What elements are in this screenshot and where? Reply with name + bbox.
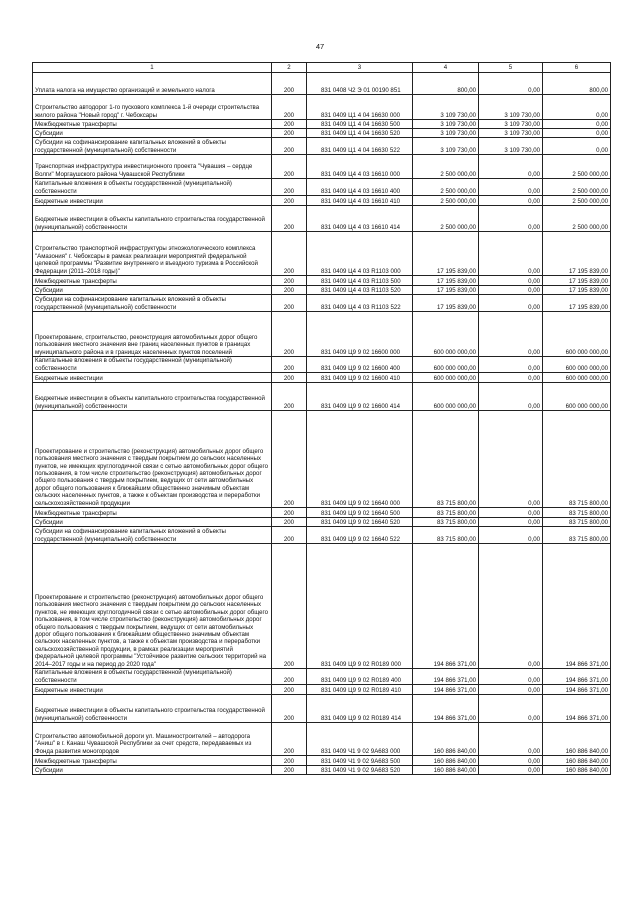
row-amount-cell: 3 109 730,00 bbox=[479, 129, 543, 138]
row-amount-cell: 2 500 000,00 bbox=[543, 196, 611, 206]
row-code-cell: 831 0409 Ч1 9 02 9A683 520 bbox=[307, 766, 413, 775]
row-amount-cell: 0,00 bbox=[479, 723, 543, 756]
table-row bbox=[33, 669, 611, 685]
budget-table bbox=[32, 62, 611, 775]
row-gr-cell: 200 bbox=[272, 357, 307, 373]
row-code-cell: 831 0409 Ц9 9 02 16600 410 bbox=[307, 373, 413, 383]
row-amount-cell: 83 715 800,00 bbox=[543, 411, 611, 508]
row-amount-cell: 0,00 bbox=[543, 95, 611, 120]
row-amount-cell: 3 109 730,00 bbox=[479, 120, 543, 129]
header-cell: 6 bbox=[543, 63, 611, 73]
header-cell: 1 bbox=[33, 63, 272, 73]
row-gr-cell: 200 bbox=[272, 155, 307, 179]
row-gr-cell: 200 bbox=[272, 685, 307, 695]
row-amount-cell: 800,00 bbox=[413, 73, 479, 95]
header-cell: 4 bbox=[413, 63, 479, 73]
table-row bbox=[33, 411, 611, 508]
row-amount-cell: 17 195 839,00 bbox=[543, 276, 611, 286]
row-amount-cell: 0,00 bbox=[479, 206, 543, 232]
row-gr-cell: 200 bbox=[272, 669, 307, 685]
row-name-cell: Субсидии на софинансирование капитальных вложений в объекты государственной (муниципальной) собственности bbox=[33, 527, 272, 544]
row-amount-cell: 0,00 bbox=[543, 138, 611, 155]
row-code-cell: 831 0409 Ц1 4 04 16630 520 bbox=[307, 129, 413, 138]
row-code-cell: 831 0409 Ц4 4 03 16610 410 bbox=[307, 196, 413, 206]
row-amount-cell: 0,00 bbox=[479, 383, 543, 411]
table-row bbox=[33, 95, 611, 120]
row-amount-cell: 17 195 839,00 bbox=[413, 232, 479, 276]
row-code-cell: 831 0409 Ц1 4 04 16630 000 bbox=[307, 95, 413, 120]
row-amount-cell: 0,00 bbox=[479, 373, 543, 383]
row-amount-cell: 3 109 730,00 bbox=[413, 95, 479, 120]
row-code-cell: 831 0409 Ц4 4 03 R1103 500 bbox=[307, 276, 413, 286]
table-row bbox=[33, 373, 611, 383]
row-amount-cell: 600 000 000,00 bbox=[543, 312, 611, 357]
row-gr-cell: 200 bbox=[272, 73, 307, 95]
row-amount-cell: 17 195 839,00 bbox=[413, 276, 479, 286]
row-code-cell: 831 0409 Ц4 4 03 16610 400 bbox=[307, 179, 413, 196]
row-amount-cell: 194 866 371,00 bbox=[413, 685, 479, 695]
row-amount-cell: 3 109 730,00 bbox=[413, 138, 479, 155]
table-row bbox=[33, 286, 611, 295]
row-amount-cell: 0,00 bbox=[479, 518, 543, 527]
row-amount-cell: 194 866 371,00 bbox=[543, 685, 611, 695]
row-gr-cell: 200 bbox=[272, 695, 307, 723]
table-row bbox=[33, 155, 611, 179]
row-amount-cell: 83 715 800,00 bbox=[543, 527, 611, 544]
row-code-cell: 831 0409 Ц4 4 03 R1103 000 bbox=[307, 232, 413, 276]
row-amount-cell: 2 500 000,00 bbox=[413, 155, 479, 179]
row-gr-cell: 200 bbox=[272, 276, 307, 286]
table-row bbox=[33, 357, 611, 373]
row-amount-cell: 160 886 840,00 bbox=[543, 766, 611, 775]
row-amount-cell: 160 886 840,00 bbox=[413, 766, 479, 775]
row-amount-cell: 0,00 bbox=[479, 312, 543, 357]
row-amount-cell: 194 866 371,00 bbox=[543, 544, 611, 669]
row-amount-cell: 194 866 371,00 bbox=[413, 544, 479, 669]
row-amount-cell: 194 866 371,00 bbox=[543, 695, 611, 723]
row-gr-cell: 200 bbox=[272, 373, 307, 383]
row-amount-cell: 0,00 bbox=[479, 295, 543, 312]
row-amount-cell: 3 109 730,00 bbox=[413, 120, 479, 129]
row-code-cell: 831 0409 Ч1 9 02 9A683 000 bbox=[307, 723, 413, 756]
row-code-cell: 831 0409 Ц9 9 02 16600 414 bbox=[307, 383, 413, 411]
row-name-cell: Межбюджетные трансферты bbox=[33, 756, 272, 766]
row-amount-cell: 600 000 000,00 bbox=[413, 357, 479, 373]
row-gr-cell: 200 bbox=[272, 766, 307, 775]
row-amount-cell: 3 109 730,00 bbox=[413, 129, 479, 138]
row-code-cell: 831 0409 Ц1 4 04 16630 522 bbox=[307, 138, 413, 155]
row-amount-cell: 0,00 bbox=[479, 508, 543, 518]
table-row bbox=[33, 276, 611, 286]
row-amount-cell: 0,00 bbox=[479, 411, 543, 508]
row-code-cell: 831 0409 Ц4 4 03 R1103 520 bbox=[307, 286, 413, 295]
row-amount-cell: 0,00 bbox=[479, 695, 543, 723]
row-code-cell: 831 0409 Ц9 9 02 16640 522 bbox=[307, 527, 413, 544]
row-gr-cell: 200 bbox=[272, 527, 307, 544]
row-name-cell: Бюджетные инвестиции в объекты капитального строительства государственной (муниципальной) собственности bbox=[33, 383, 272, 411]
row-amount-cell: 3 109 730,00 bbox=[479, 95, 543, 120]
table-row bbox=[33, 695, 611, 723]
row-code-cell: 831 0409 Ч1 9 02 9A683 500 bbox=[307, 756, 413, 766]
row-code-cell: 831 0409 Ц9 9 02 16600 000 bbox=[307, 312, 413, 357]
row-name-cell: Строительство автомобильной дороги ул. Машиностроителей – автодорога "Аниш" в г. Канаш Чувашской Республики за счет средств, передаваемых из Фонда развития моногородов bbox=[33, 723, 272, 756]
row-amount-cell: 0,00 bbox=[479, 544, 543, 669]
row-amount-cell: 600 000 000,00 bbox=[543, 383, 611, 411]
row-name-cell: Бюджетные инвестиции в объекты капитального строительства государственной (муниципальной) собственности bbox=[33, 695, 272, 723]
row-amount-cell: 0,00 bbox=[479, 669, 543, 685]
table-row bbox=[33, 312, 611, 357]
row-amount-cell: 83 715 800,00 bbox=[413, 527, 479, 544]
table-row bbox=[33, 383, 611, 411]
row-name-cell: Бюджетные инвестиции bbox=[33, 196, 272, 206]
row-code-cell: 831 0409 Ц4 4 03 R1103 522 bbox=[307, 295, 413, 312]
row-name-cell: Межбюджетные трансферты bbox=[33, 120, 272, 129]
row-amount-cell: 17 195 839,00 bbox=[543, 295, 611, 312]
row-amount-cell: 2 500 000,00 bbox=[413, 179, 479, 196]
row-amount-cell: 17 195 839,00 bbox=[543, 286, 611, 295]
row-code-cell: 831 0409 Ц9 9 02 R0189 400 bbox=[307, 669, 413, 685]
row-code-cell: 831 0409 Ц9 9 02 16600 400 bbox=[307, 357, 413, 373]
table-row bbox=[33, 766, 611, 775]
row-amount-cell: 2 500 000,00 bbox=[543, 179, 611, 196]
row-amount-cell: 0,00 bbox=[479, 155, 543, 179]
header-cell: 2 bbox=[272, 63, 307, 73]
table-row bbox=[33, 138, 611, 155]
row-name-cell: Субсидии bbox=[33, 518, 272, 527]
table-row bbox=[33, 685, 611, 695]
row-gr-cell: 200 bbox=[272, 206, 307, 232]
row-amount-cell: 17 195 839,00 bbox=[543, 232, 611, 276]
row-code-cell: 831 0409 Ц1 4 04 16630 500 bbox=[307, 120, 413, 129]
row-amount-cell: 600 000 000,00 bbox=[543, 357, 611, 373]
page-number: 47 bbox=[315, 42, 325, 51]
row-gr-cell: 200 bbox=[272, 295, 307, 312]
row-name-cell: Субсидии на софинансирование капитальных вложений в объекты государственной (муниципальной) собственности bbox=[33, 295, 272, 312]
row-gr-cell: 200 bbox=[272, 383, 307, 411]
row-amount-cell: 194 866 371,00 bbox=[543, 669, 611, 685]
row-amount-cell: 160 886 840,00 bbox=[413, 756, 479, 766]
row-amount-cell: 0,00 bbox=[479, 179, 543, 196]
row-amount-cell: 83 715 800,00 bbox=[413, 508, 479, 518]
row-gr-cell: 200 bbox=[272, 723, 307, 756]
row-name-cell: Транспортная инфраструктура инвестиционного проекта "Чувашия – сердце Волги" Моргаушского района Чувашской Республики bbox=[33, 155, 272, 179]
row-gr-cell: 200 bbox=[272, 756, 307, 766]
table-row bbox=[33, 295, 611, 312]
row-code-cell: 831 0409 Ц4 4 03 16610 414 bbox=[307, 206, 413, 232]
row-name-cell: Проектирование и строительство (реконструкция) автомобильных дорог общего пользования местного значения с твердым покрытием до сельских населенных пунктов, не имеющих круглогодичной связи с сетью автомобильных дорог общего пользования, в том числе строительство (реконструкция) автомобильных дорог общего пользования с твердым покрытием, ведущих от сети автомобильных дорог общего пользования к ближайшим общественно значимым объектам сельских населенных пунктов, а также к объектам производства и переработки сельскохозяйственной продукции, в рамках реализации мероприятий федеральной целевой программы "Устойчивое развитие сельских территорий на 2014–2017 годы и на период до 2020 года" bbox=[33, 544, 272, 669]
row-name-cell: Строительство автодорог 1-го пускового комплекса 1-й очереди строительства жилого района "Новый город" г. Чебоксары bbox=[33, 95, 272, 120]
row-amount-cell: 0,00 bbox=[479, 527, 543, 544]
row-amount-cell: 600 000 000,00 bbox=[413, 312, 479, 357]
table-row bbox=[33, 73, 611, 95]
row-name-cell: Капитальные вложения в объекты государственной (муниципальной) собственности bbox=[33, 179, 272, 196]
row-gr-cell: 200 bbox=[272, 411, 307, 508]
table-row bbox=[33, 129, 611, 138]
row-code-cell: 831 0409 Ц9 9 02 16640 520 bbox=[307, 518, 413, 527]
row-amount-cell: 160 886 840,00 bbox=[543, 723, 611, 756]
row-gr-cell: 200 bbox=[272, 196, 307, 206]
row-name-cell: Уплата налога на имущество организаций и земельного налога bbox=[33, 73, 272, 95]
row-amount-cell: 0,00 bbox=[479, 196, 543, 206]
row-name-cell: Бюджетные инвестиции в объекты капитального строительства государственной (муниципальной) собственности bbox=[33, 206, 272, 232]
header-cell: 3 bbox=[307, 63, 413, 73]
budget-table-body bbox=[33, 63, 611, 775]
row-code-cell: 831 0409 Ц9 9 02 R0189 410 bbox=[307, 685, 413, 695]
row-amount-cell: 2 500 000,00 bbox=[413, 206, 479, 232]
table-row bbox=[33, 723, 611, 756]
row-code-cell: 831 0409 Ц9 9 02 16640 000 bbox=[307, 411, 413, 508]
table-row bbox=[33, 508, 611, 518]
header-row bbox=[33, 63, 611, 73]
row-code-cell: 831 0409 Ц9 9 02 R0189 000 bbox=[307, 544, 413, 669]
row-amount-cell: 160 886 840,00 bbox=[543, 756, 611, 766]
row-amount-cell: 83 715 800,00 bbox=[413, 411, 479, 508]
row-name-cell: Проектирование, строительство, реконструкция автомобильных дорог общего пользования местного значения вне границ населенных пунктов в границах муниципального района и в границах населенных пунктов поселений bbox=[33, 312, 272, 357]
row-name-cell: Строительство транспортной инфраструктуры этноэкологического комплекса "Амазония" г. Чебоксары в рамках реализации мероприятий федеральной целевой программы "Развитие внутреннего и въездного туризма в Российской Федерации (2011–2018 годы)" bbox=[33, 232, 272, 276]
row-amount-cell: 17 195 839,00 bbox=[413, 295, 479, 312]
table-row bbox=[33, 756, 611, 766]
table-row bbox=[33, 196, 611, 206]
row-amount-cell: 83 715 800,00 bbox=[543, 518, 611, 527]
row-amount-cell: 600 000 000,00 bbox=[413, 383, 479, 411]
row-amount-cell: 600 000 000,00 bbox=[543, 373, 611, 383]
row-gr-cell: 200 bbox=[272, 138, 307, 155]
row-gr-cell: 200 bbox=[272, 179, 307, 196]
row-code-cell: 831 0409 Ц4 4 03 16610 000 bbox=[307, 155, 413, 179]
row-name-cell: Капитальные вложения в объекты государственной (муниципальной) собственности bbox=[33, 669, 272, 685]
row-amount-cell: 0,00 bbox=[479, 286, 543, 295]
row-amount-cell: 83 715 800,00 bbox=[543, 508, 611, 518]
row-code-cell: 831 0409 Ц9 9 02 16640 500 bbox=[307, 508, 413, 518]
row-name-cell: Субсидии на софинансирование капитальных вложений в объекты государственной (муниципальной) собственности bbox=[33, 138, 272, 155]
row-gr-cell: 200 bbox=[272, 129, 307, 138]
row-name-cell: Проектирование и строительство (реконструкция) автомобильных дорог общего пользования местного значения с твердым покрытием до сельских населенных пунктов, не имеющих круглогодичной связи с сетью автомобильных дорог общего пользования, в том числе строительство (реконструкция) автомобильных дорог общего пользования с твердым покрытием, ведущих от сети автомобильных дорог общего пользования к ближайшим общественно значимым объектам сельских населенных пунктов, а также к объектам производства и переработки сельскохозяйственной продукции bbox=[33, 411, 272, 508]
row-amount-cell: 0,00 bbox=[479, 685, 543, 695]
row-code-cell: 831 0409 Ц9 9 02 R0189 414 bbox=[307, 695, 413, 723]
row-name-cell: Субсидии bbox=[33, 129, 272, 138]
header-cell: 5 bbox=[479, 63, 543, 73]
row-gr-cell: 200 bbox=[272, 312, 307, 357]
row-amount-cell: 2 500 000,00 bbox=[543, 206, 611, 232]
row-amount-cell: 800,00 bbox=[543, 73, 611, 95]
table-row bbox=[33, 179, 611, 196]
row-gr-cell: 200 bbox=[272, 232, 307, 276]
row-code-cell: 831 0408 Ч2 Э 01 00190 851 bbox=[307, 73, 413, 95]
row-amount-cell: 2 500 000,00 bbox=[413, 196, 479, 206]
table-row bbox=[33, 232, 611, 276]
row-amount-cell: 160 886 840,00 bbox=[413, 723, 479, 756]
row-name-cell: Межбюджетные трансферты bbox=[33, 508, 272, 518]
table-row bbox=[33, 120, 611, 129]
row-name-cell: Бюджетные инвестиции bbox=[33, 373, 272, 383]
row-gr-cell: 200 bbox=[272, 544, 307, 669]
row-amount-cell: 194 866 371,00 bbox=[413, 695, 479, 723]
row-amount-cell: 17 195 839,00 bbox=[413, 286, 479, 295]
row-gr-cell: 200 bbox=[272, 286, 307, 295]
row-amount-cell: 3 109 730,00 bbox=[479, 138, 543, 155]
row-amount-cell: 0,00 bbox=[479, 766, 543, 775]
row-gr-cell: 200 bbox=[272, 95, 307, 120]
row-gr-cell: 200 bbox=[272, 508, 307, 518]
row-amount-cell: 0,00 bbox=[543, 120, 611, 129]
row-name-cell: Капитальные вложения в объекты государственной (муниципальной) собственности bbox=[33, 357, 272, 373]
row-amount-cell: 194 866 371,00 bbox=[413, 669, 479, 685]
table-row bbox=[33, 527, 611, 544]
table-row bbox=[33, 544, 611, 669]
row-amount-cell: 600 000 000,00 bbox=[413, 373, 479, 383]
row-name-cell: Бюджетные инвестиции bbox=[33, 685, 272, 695]
row-name-cell: Субсидии bbox=[33, 286, 272, 295]
row-amount-cell: 0,00 bbox=[479, 357, 543, 373]
row-amount-cell: 0,00 bbox=[479, 756, 543, 766]
row-amount-cell: 2 500 000,00 bbox=[543, 155, 611, 179]
row-amount-cell: 0,00 bbox=[479, 276, 543, 286]
row-name-cell: Межбюджетные трансферты bbox=[33, 276, 272, 286]
row-amount-cell: 83 715 800,00 bbox=[413, 518, 479, 527]
row-amount-cell: 0,00 bbox=[479, 73, 543, 95]
row-gr-cell: 200 bbox=[272, 518, 307, 527]
table-row bbox=[33, 206, 611, 232]
table-row bbox=[33, 518, 611, 527]
row-name-cell: Субсидии bbox=[33, 766, 272, 775]
row-amount-cell: 0,00 bbox=[543, 129, 611, 138]
row-gr-cell: 200 bbox=[272, 120, 307, 129]
row-amount-cell: 0,00 bbox=[479, 232, 543, 276]
